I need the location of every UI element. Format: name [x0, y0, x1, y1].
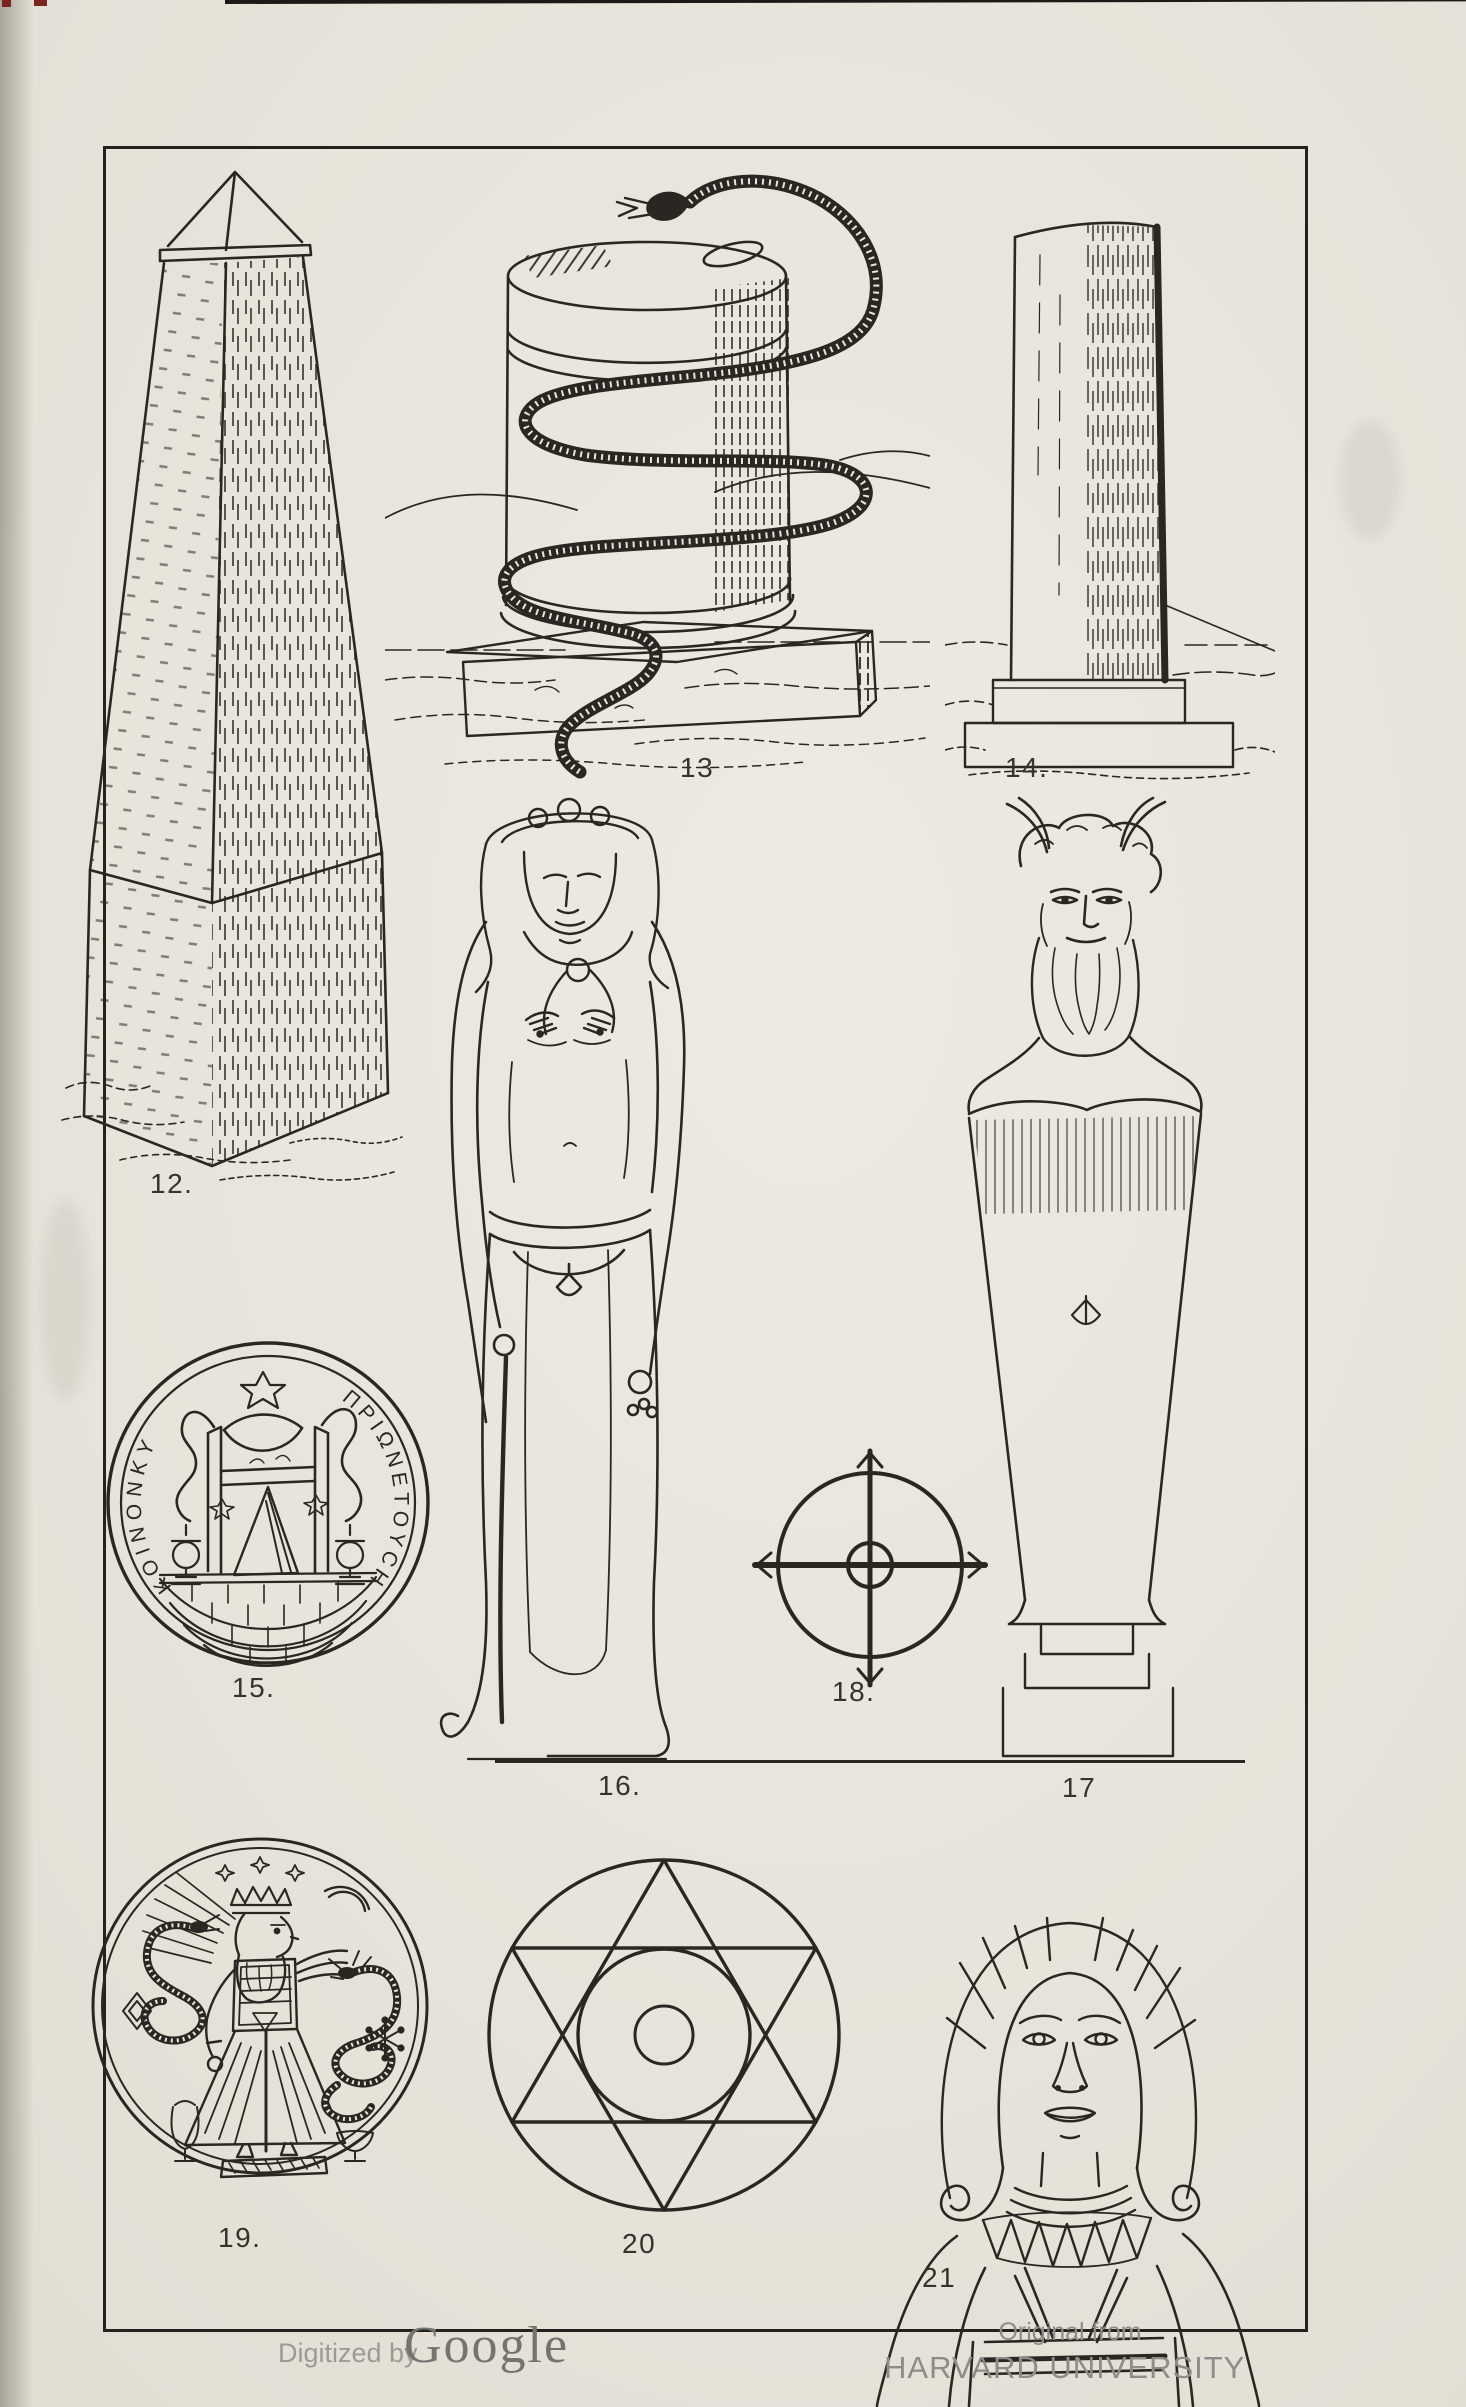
- inscription-left: ΚΟΙΝΟΝΚΥ: [122, 1431, 177, 1599]
- altar-plinth: [447, 622, 876, 736]
- circle-cross: [755, 1451, 985, 1685]
- figure-13-caption: 13: [680, 752, 715, 783]
- figure-17-caption: 17: [1062, 1772, 1097, 1803]
- crossed-circle-drawing: [745, 1445, 995, 1695]
- google-logo-watermark: Google: [404, 2317, 570, 2374]
- figure-12-caption: 12.: [150, 1168, 194, 1199]
- seal-inscriptions: [123, 1386, 413, 1611]
- digitized-by-watermark: Digitized by: [278, 2338, 418, 2368]
- neck-scarf-and-hands: [524, 932, 632, 1034]
- page-top-edge-line: [225, 0, 1466, 4]
- hair-and-volutes: [941, 1973, 1199, 2220]
- figure-19-caption: 19.: [218, 2222, 262, 2253]
- figure-13-serpent-column-illustration: [385, 160, 930, 785]
- figure-16-caption: 16.: [598, 1770, 642, 1801]
- figure-19-serpent-seal-illustration: [85, 1833, 435, 2183]
- figure-20-hexagram-illustration: [475, 1846, 853, 2224]
- crescent-and-star: [224, 1372, 302, 1451]
- svg-text:ΚΟΙΝΟΝΚΥ: [123, 1431, 176, 1598]
- stepped-pedestal: [1003, 1624, 1173, 1756]
- figure-14-caption: 14.: [1005, 752, 1049, 783]
- figure-12-obelisk-illustration: [60, 158, 405, 1203]
- obelisk-drawing: [60, 158, 405, 1203]
- harvard-university-watermark: HARVARD UNIVERSITY: [884, 2350, 1246, 2385]
- book-gutter-shadow: [0, 0, 34, 2407]
- right-winged-serpent: [325, 1951, 397, 2119]
- seal-rings: [93, 1839, 427, 2173]
- hexagram-circles: [489, 1860, 839, 2210]
- brick-wall-base: [160, 1573, 376, 1666]
- horned-head: [1007, 798, 1165, 946]
- ground-baseline: [495, 1760, 1245, 1763]
- original-from-watermark: Original from: [998, 2318, 1142, 2346]
- figure-18-crossed-circle-illustration: [745, 1445, 995, 1695]
- side-symbols: [123, 1993, 404, 2161]
- red-edge-mark: [34, 0, 47, 6]
- belt-and-drapery: [441, 1210, 669, 1759]
- figure-17-pan-herm-illustration: [955, 788, 1225, 1773]
- figure-15-caption: 15.: [232, 1672, 276, 1703]
- red-edge-mark: [2, 0, 11, 7]
- crown-stars-and-rays: [143, 1857, 369, 1963]
- paper-smudge: [40, 1200, 90, 1400]
- serpent-seal-drawing: [85, 1833, 435, 2183]
- obelisk-outline: [84, 172, 388, 1166]
- figure-14-column-illustration: [945, 175, 1275, 785]
- neck-and-collar: [983, 2153, 1151, 2267]
- halo-and-rays: [942, 1918, 1196, 2198]
- central-cone: [210, 1455, 328, 1575]
- column-drawing: [945, 175, 1275, 785]
- figure-16-priapus-illustration: [428, 782, 718, 1782]
- hexagram-drawing: [475, 1846, 853, 2224]
- beard: [1032, 938, 1139, 1056]
- figure-15-seal-illustration: [100, 1335, 436, 1671]
- paper-smudge: [1340, 420, 1400, 540]
- figure-21-caption: 21: [922, 2262, 957, 2293]
- serpent-head: [646, 192, 690, 221]
- seal-rings: [108, 1343, 428, 1663]
- herm-drawing: [955, 788, 1225, 1773]
- face: [1020, 2016, 1120, 2138]
- seal-koinon-drawing: [100, 1335, 436, 1671]
- serpent-altar-drawing: [385, 160, 930, 785]
- inscription-right: ΠΡΙΩΝΕΤΟΥCΗ: [338, 1385, 413, 1594]
- figure-20-caption: 20: [622, 2228, 657, 2259]
- figure-18-caption: 18.: [832, 1676, 876, 1707]
- torso-and-arms: [452, 922, 685, 1422]
- head-and-crown: [476, 799, 668, 992]
- standing-figure-drawing: [428, 782, 718, 1782]
